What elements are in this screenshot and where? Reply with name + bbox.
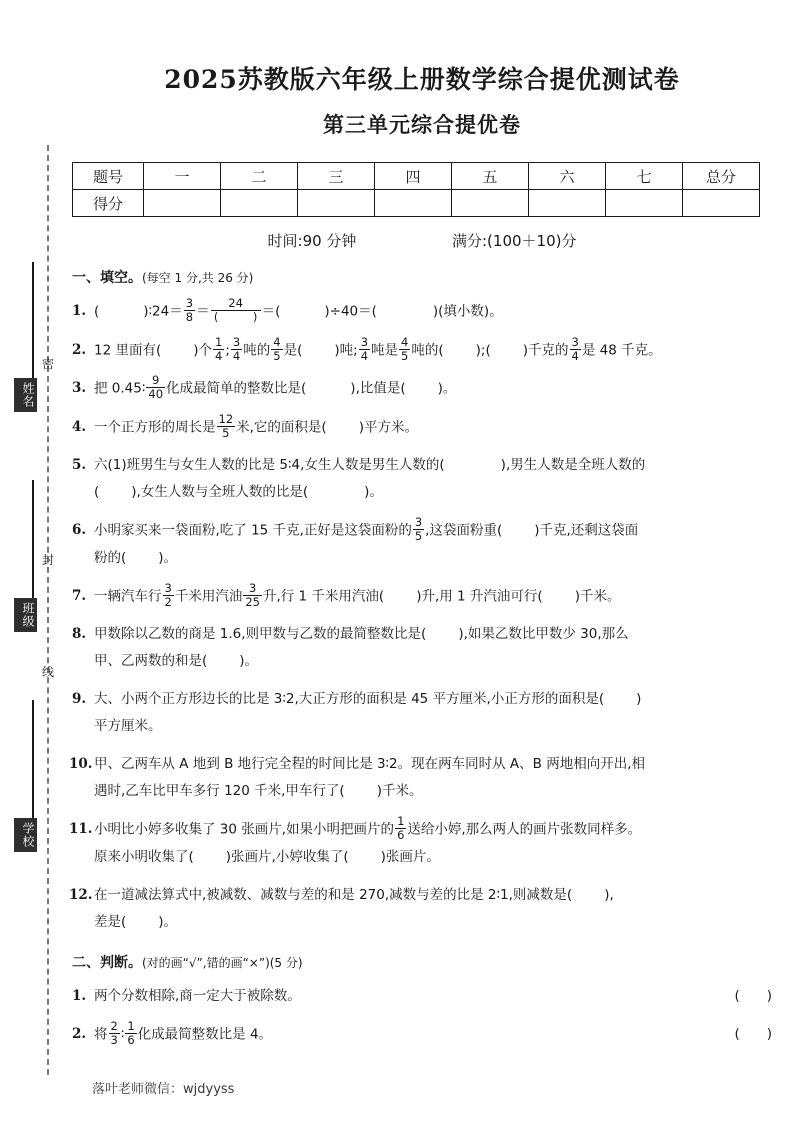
denominator-blank[interactable]: ( ) (211, 310, 261, 324)
score-cell-2[interactable] (221, 190, 298, 217)
q11-text-3: 原来小明收集了( (94, 848, 194, 865)
q4-text-3: )平方米。 (358, 419, 418, 435)
exam-full-score: 满分:(100＋10)分 (452, 232, 577, 250)
denominator: 4 (215, 348, 223, 363)
question-number: 7. (72, 587, 87, 604)
denominator: 4 (232, 348, 241, 363)
q9-text-1: 大、小两个正方形边长的比是 3∶2,大正方形的面积是 45 平方厘米,小正方形的面积是( (94, 691, 605, 707)
score-cell-6[interactable] (529, 190, 606, 217)
q10-text-2: 遇时,乙车比甲车多行 120 千米,甲车行了( (94, 783, 345, 799)
section-heading-truefalse (72, 952, 772, 972)
score-cell-total[interactable] (683, 190, 760, 217)
col-header-7: 七 (606, 163, 683, 190)
numerator: 4 (273, 334, 281, 349)
question-number: 5. (72, 457, 87, 473)
q9-line-2 (94, 713, 772, 740)
q2-text-4: 吨的 (243, 342, 271, 358)
q12-line-2 (94, 909, 772, 936)
q11-fraction-1 (395, 815, 406, 842)
score-cell-7[interactable] (606, 190, 683, 217)
q2-fraction-4 (359, 336, 370, 363)
denominator: 4 (571, 348, 579, 363)
seal-label-school: 学校 (14, 818, 37, 852)
question-number: 4. (72, 418, 87, 435)
q6-text-1: 小明家买来一袋面粉,吃了 15 千克,正好是这袋面粉的 (94, 522, 412, 539)
question-tf-1 (72, 983, 772, 1010)
numerator: 12 (218, 411, 234, 426)
q9-text-3: 平方厘米。 (94, 718, 162, 734)
exam-time: 时间:90 分钟 (267, 232, 357, 250)
q1-equals-1: ＝ (196, 303, 210, 320)
question-number: 12. (69, 886, 93, 903)
denominator: 5 (401, 348, 409, 363)
q1-text-1: ( (94, 303, 100, 320)
col-header-total: 总分 (683, 163, 760, 190)
q2-text-5: 是( (283, 342, 303, 358)
page-subtitle: 第三单元综合提优卷 (323, 112, 521, 137)
q1-fraction-1 (184, 297, 195, 324)
numerator: 9 (152, 373, 160, 387)
q4-fraction-1 (217, 413, 236, 440)
q7-fraction-1 (163, 582, 174, 609)
score-cell-4[interactable] (375, 190, 452, 217)
numerator: 3 (571, 334, 579, 349)
score-cell-5[interactable] (452, 190, 529, 217)
q7-text-4: )升,用 1 升汽油可行( (416, 588, 543, 604)
question-number: 11. (69, 821, 93, 837)
q2-fraction-2 (231, 336, 242, 363)
col-header-6: 六 (529, 163, 606, 190)
q6-text-2: ,这袋面粉重( (425, 522, 503, 539)
col-header-5: 五 (452, 163, 529, 190)
col-header-2: 二 (221, 163, 298, 190)
question-fill-6 (72, 517, 772, 572)
score-cell-1[interactable] (144, 190, 221, 217)
denominator: 6 (397, 828, 405, 842)
numerator: 2 (110, 1018, 118, 1033)
exam-meta (72, 230, 772, 251)
question-fill-12 (69, 882, 772, 936)
q2-text-3: ; (225, 342, 230, 358)
question-number: 2. (72, 341, 87, 358)
seal-char-xian: 线 (41, 665, 54, 679)
tf2-text-1: 将 (94, 1026, 108, 1042)
tf2-text-3: 化成最简整数比是 4。 (137, 1026, 273, 1042)
question-fill-2 (72, 334, 772, 365)
footer-wechat-note: 落叶老师微信：wjdyyss (92, 1082, 235, 1097)
q8-text-2: ),如果乙数比甲数少 30,那么 (458, 626, 629, 642)
q2-text-9: );( (475, 342, 491, 358)
question-fill-8 (72, 621, 772, 675)
tf2-answer-box[interactable]: ( ) (734, 1025, 772, 1042)
q11-text-1: 小明比小婷多收集了 30 张画片,如果小明把画片的 (94, 821, 395, 838)
question-fill-9 (72, 686, 772, 740)
q2-text-2: )个 (193, 342, 213, 358)
q12-text-4: )。 (158, 913, 178, 930)
seal-rule-3 (32, 700, 34, 818)
q5-text-5: )。 (364, 484, 383, 500)
question-fill-4 (72, 411, 772, 442)
q8-text-4: )。 (239, 653, 259, 669)
q2-fraction-5 (399, 336, 410, 363)
seal-label-name: 姓名 (14, 378, 37, 412)
question-number: 2. (72, 1025, 87, 1042)
col-header-3: 三 (298, 163, 375, 190)
seal-rule-2 (32, 480, 34, 598)
seal-label-class: 班级 (14, 598, 37, 632)
table-row (73, 163, 760, 190)
question-fill-11 (69, 814, 772, 871)
tf2-fraction-2 (125, 1020, 136, 1047)
q11-text-5: )张画片。 (380, 848, 440, 865)
denominator: 3 (110, 1032, 118, 1047)
q3-text-1: 把 0.45∶ (94, 380, 146, 397)
q7-text-1: 一辆汽车行 (94, 588, 162, 604)
numerator: 4 (401, 334, 409, 349)
q3-text-2: 化成最简单的整数比是( (166, 380, 307, 397)
denominator: 40 (148, 387, 164, 401)
question-number: 8. (72, 626, 87, 642)
q5-text-1: 六(1)班男生与女生人数的比是 5∶4,女生人数是男生人数的( (94, 457, 445, 473)
q12-text-2: ), (604, 886, 614, 903)
row-label-score: 得分 (73, 190, 144, 217)
q6-text-3: )千克,还剩这袋面 (534, 522, 639, 539)
tf1-answer-box[interactable]: ( ) (734, 987, 772, 1004)
exam-sheet (69, 0, 772, 1122)
q10-text-1: 甲、乙两车从 A 地到 B 地行完全程的时间比是 3∶2。现在两车同时从 A、B 两地相向开出,相 (94, 756, 646, 772)
seal-rule-1 (32, 262, 34, 380)
denominator: 25 (245, 594, 260, 609)
q7-text-5: )千米。 (574, 588, 621, 604)
q2-text-6: )吨; (334, 342, 358, 358)
q5-text-2: ),男生人数是全班人数的 (500, 457, 646, 473)
tf2-text-2: ∶ (120, 1026, 125, 1042)
denominator: 5 (217, 426, 236, 440)
section-two-points: (对的画“√”,错的画“×”)(5 分) (142, 955, 303, 970)
q5-text-4: ),女生人数与全班人数的比是( (131, 484, 309, 500)
question-number: 10. (69, 756, 93, 772)
q2-fraction-6 (570, 336, 581, 363)
section-two-title: 二、判断。 (72, 954, 142, 971)
denominator: 6 (127, 1032, 135, 1047)
q3-fraction-1 (146, 374, 165, 401)
q2-text-1: 12 里面有( (94, 342, 162, 358)
q2-fraction-3 (271, 336, 282, 363)
q8-text-3: 甲、乙两数的和是( (94, 653, 208, 669)
q1-text-4: )(填小数)。 (432, 303, 503, 320)
q11-line-2 (94, 844, 772, 871)
q1-text-3: )÷40＝( (324, 303, 377, 320)
question-number: 6. (72, 522, 87, 538)
denominator: 4 (360, 348, 369, 363)
col-header-1: 一 (144, 163, 221, 190)
q7-fraction-2 (243, 582, 262, 609)
numerator: 24 (228, 296, 243, 310)
q6-text-5: )。 (158, 549, 178, 566)
q2-text-10: )千克的 (522, 342, 569, 358)
q10-line-2 (94, 778, 772, 805)
q11-text-2: 送给小婷,那么两人的画片张数同样多。 (407, 821, 642, 838)
table-row (73, 190, 760, 217)
q5-line-2 (94, 479, 772, 506)
q12-text-3: 差是( (94, 913, 127, 930)
q1-text-2: )∶24＝ (143, 303, 183, 320)
q9-text-2: ) (636, 691, 642, 707)
page-title: 2025苏教版六年级上册数学综合提优测试卷 (164, 65, 680, 94)
q2-text-8: 吨的( (411, 342, 444, 358)
numerator: 3 (248, 580, 257, 595)
numerator: 3 (164, 580, 172, 595)
denominator: 2 (164, 594, 172, 609)
q1-equals-2: ＝( (261, 303, 281, 320)
question-fill-10 (69, 751, 772, 805)
numerator: 3 (360, 334, 369, 349)
tf1-text: 两个分数相除,商一定大于被除数。 (94, 987, 301, 1004)
question-fill-1 (72, 298, 772, 326)
q8-line-2 (94, 648, 772, 675)
q1-fraction-2 (211, 297, 261, 324)
col-header-4: 四 (375, 163, 452, 190)
tf2-fraction-1 (109, 1020, 120, 1047)
section-one-points: (每空 1 分,共 26 分) (142, 271, 254, 285)
seal-margin (0, 0, 60, 1122)
seal-dashed-line (47, 145, 49, 1075)
q3-text-4: )。 (437, 380, 457, 397)
q4-text-2: 米,它的面积是( (236, 419, 327, 435)
question-number: 1. (72, 303, 87, 319)
q6-line-2 (94, 545, 772, 572)
numerator: 3 (185, 296, 194, 310)
question-fill-5 (72, 452, 772, 506)
numerator: 3 (414, 515, 423, 529)
q3-text-3: ),比值是( (350, 380, 406, 397)
question-number: 3. (72, 380, 87, 396)
q5-text-3: ( (94, 484, 100, 500)
q2-text-7: 吨是 (371, 342, 399, 358)
numerator: 3 (232, 334, 241, 349)
seal-char-feng: 封 (41, 553, 54, 567)
q7-text-2: 千米用汽油 (174, 588, 243, 604)
question-number: 9. (72, 691, 87, 707)
numerator: 1 (397, 814, 405, 828)
score-cell-3[interactable] (298, 190, 375, 217)
section-one-title: 一、填空。 (72, 270, 142, 286)
q6-fraction-1 (413, 516, 424, 543)
denominator: 5 (273, 348, 281, 363)
question-number: 1. (72, 987, 87, 1004)
q7-text-3: 升,行 1 千米用汽油( (262, 588, 385, 604)
row-label-question-no: 题号 (73, 163, 144, 190)
q10-text-3: )千米。 (376, 783, 423, 799)
numerator: 1 (127, 1018, 135, 1033)
score-table (72, 162, 760, 217)
question-fill-3 (72, 375, 772, 403)
denominator: 5 (414, 529, 423, 543)
seal-char-mi: 密 (41, 357, 54, 371)
q6-text-4: 粉的( (94, 549, 127, 566)
q4-text-1: 一个正方形的周长是 (94, 419, 216, 435)
question-tf-2 (72, 1018, 772, 1049)
denominator: 8 (185, 310, 194, 324)
q11-text-4: )张画片,小婷收集了( (225, 848, 349, 865)
q8-text-1: 甲数除以乙数的商是 1.6,则甲数与乙数的最简整数比是( (94, 626, 427, 642)
q2-fraction-1 (213, 336, 224, 363)
section-heading-fill (72, 267, 772, 287)
q2-text-11: 是 48 千克。 (581, 342, 662, 358)
question-fill-7 (72, 580, 772, 611)
q12-text-1: 在一道减法算式中,被减数、减数与差的和是 270,减数与差的比是 2∶1,则减数是( (94, 886, 573, 903)
numerator: 1 (215, 334, 223, 349)
